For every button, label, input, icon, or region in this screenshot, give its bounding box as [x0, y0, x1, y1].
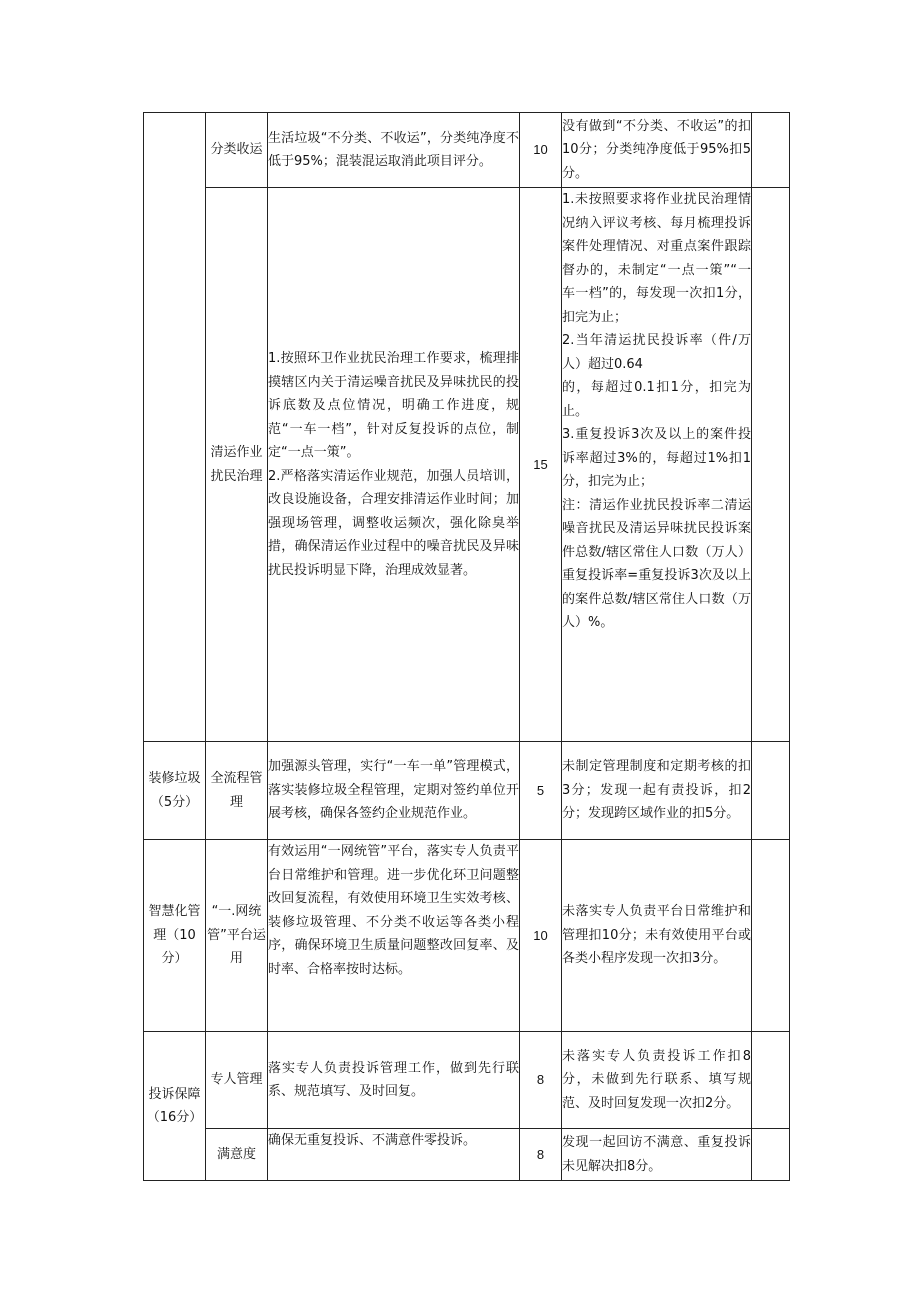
item-cell: “一.网统管”平台运用 — [206, 840, 268, 1032]
score-cell: 10 — [520, 840, 562, 1032]
remarks-cell — [752, 1129, 790, 1181]
item-cell: 全流程管理 — [206, 742, 268, 840]
deduction-cell: 没有做到“不分类、不收运”的扣10分；分类纯净度低于95%扣5分。 — [562, 113, 752, 188]
score-cell: 10 — [520, 113, 562, 188]
standard-cell: 生活垃圾“不分类、不收运”，分类纯净度不低于95%；混装混运取消此项目评分。 — [268, 113, 520, 188]
deduction-cell: 未落实专人负责投诉工作扣8分，未做到先行联系、填写规范、及时回复发现一次扣2分。 — [562, 1032, 752, 1129]
evaluation-table — [143, 112, 790, 1181]
item-cell: 分类收运 — [206, 113, 268, 188]
score-cell: 5 — [520, 742, 562, 840]
deduction-cell: 发现一起回访不满意、重复投诉未见解决扣8分。 — [562, 1129, 752, 1181]
remarks-cell — [752, 1032, 790, 1129]
standard-cell: 有效运用“一网统管”平台，落实专人负责平台日常维护和管理。进一步优化环卫问题整改回复流程，有效使用环境卫生实效考核、装修垃圾管理、不分类不收运等各类小程序，确保环境卫生质量问题整改回复率、及时率、合格率按时达标。 — [268, 840, 520, 1032]
score-cell: 15 — [520, 188, 562, 742]
remarks-cell — [752, 840, 790, 1032]
deduction-cell: 1.未按照要求将作业扰民治理情况纳入评议考核、每月梳理投诉案件处理情况、对重点案件跟踪督办的，未制定“一点一策”“一车一档”的，每发现一次扣1分，扣完为止； 2.当年清运扰民投诉率（件/万人）超过0.64 的，每超过0.1扣1分，扣完为止。 3.重复投诉3次及以上的案件投诉率超过3%的，每超过1%扣1分，扣完为止； 注：清运作业扰民投诉率二清运噪音扰民及清运异味扰民投诉案件总数/辖区常住人口数（万人）重复投诉率=重复投诉3次及以上的案件总数/辖区常住人口数（万人）%。 — [562, 188, 752, 742]
table-row — [144, 840, 790, 1032]
score-cell: 8 — [520, 1032, 562, 1129]
deduction-cell: 未落实专人负责平台日常维护和管理扣10分；未有效使用平台或各类小程序发现一次扣3分。 — [562, 840, 752, 1032]
table-row — [144, 188, 790, 742]
table-row — [144, 1032, 790, 1129]
item-cell: 专人管理 — [206, 1032, 268, 1129]
score-cell: 8 — [520, 1129, 562, 1181]
category-cell: 装修垃圾（5分） — [144, 742, 206, 840]
item-cell: 满意度 — [206, 1129, 268, 1181]
table-row — [144, 742, 790, 840]
item-cell: 清运作业扰民治理 — [206, 188, 268, 742]
table-row — [144, 113, 790, 188]
standard-cell: 落实专人负责投诉管理工作，做到先行联系、规范填写、及时回复。 — [268, 1032, 520, 1129]
category-cell: 智慧化管理（10分） — [144, 840, 206, 1032]
remarks-cell — [752, 742, 790, 840]
standard-cell: 1.按照环卫作业扰民治理工作要求，梳理排摸辖区内关于清运噪音扰民及异味扰民的投诉底数及点位情况，明确工作进度，规范“一车一档”，针对反复投诉的点位，制定“一点一策”。 2.严格落实清运作业规范，加强人员培训，改良设施设备，合理安排清运作业时间；加强现场管理，调整收运频次，强化除臭举措，确保清运作业过程中的噪音扰民及异味扰民投诉明显下降，治理成效显著。 — [268, 188, 520, 742]
table-row — [144, 1129, 790, 1181]
standard-cell: 加强源头管理，实行“一车一单”管理模式，落实装修垃圾全程管理，定期对签约单位开展考核，确保各签约企业规范作业。 — [268, 742, 520, 840]
remarks-cell — [752, 188, 790, 742]
standard-cell: 确保无重复投诉、不满意件零投诉。 — [268, 1129, 520, 1181]
category-cell-empty — [144, 113, 206, 742]
deduction-cell: 未制定管理制度和定期考核的扣3分；发现一起有责投诉，扣2分；发现跨区域作业的扣5分。 — [562, 742, 752, 840]
remarks-cell — [752, 113, 790, 188]
category-cell: 投诉保障（16分） — [144, 1032, 206, 1181]
